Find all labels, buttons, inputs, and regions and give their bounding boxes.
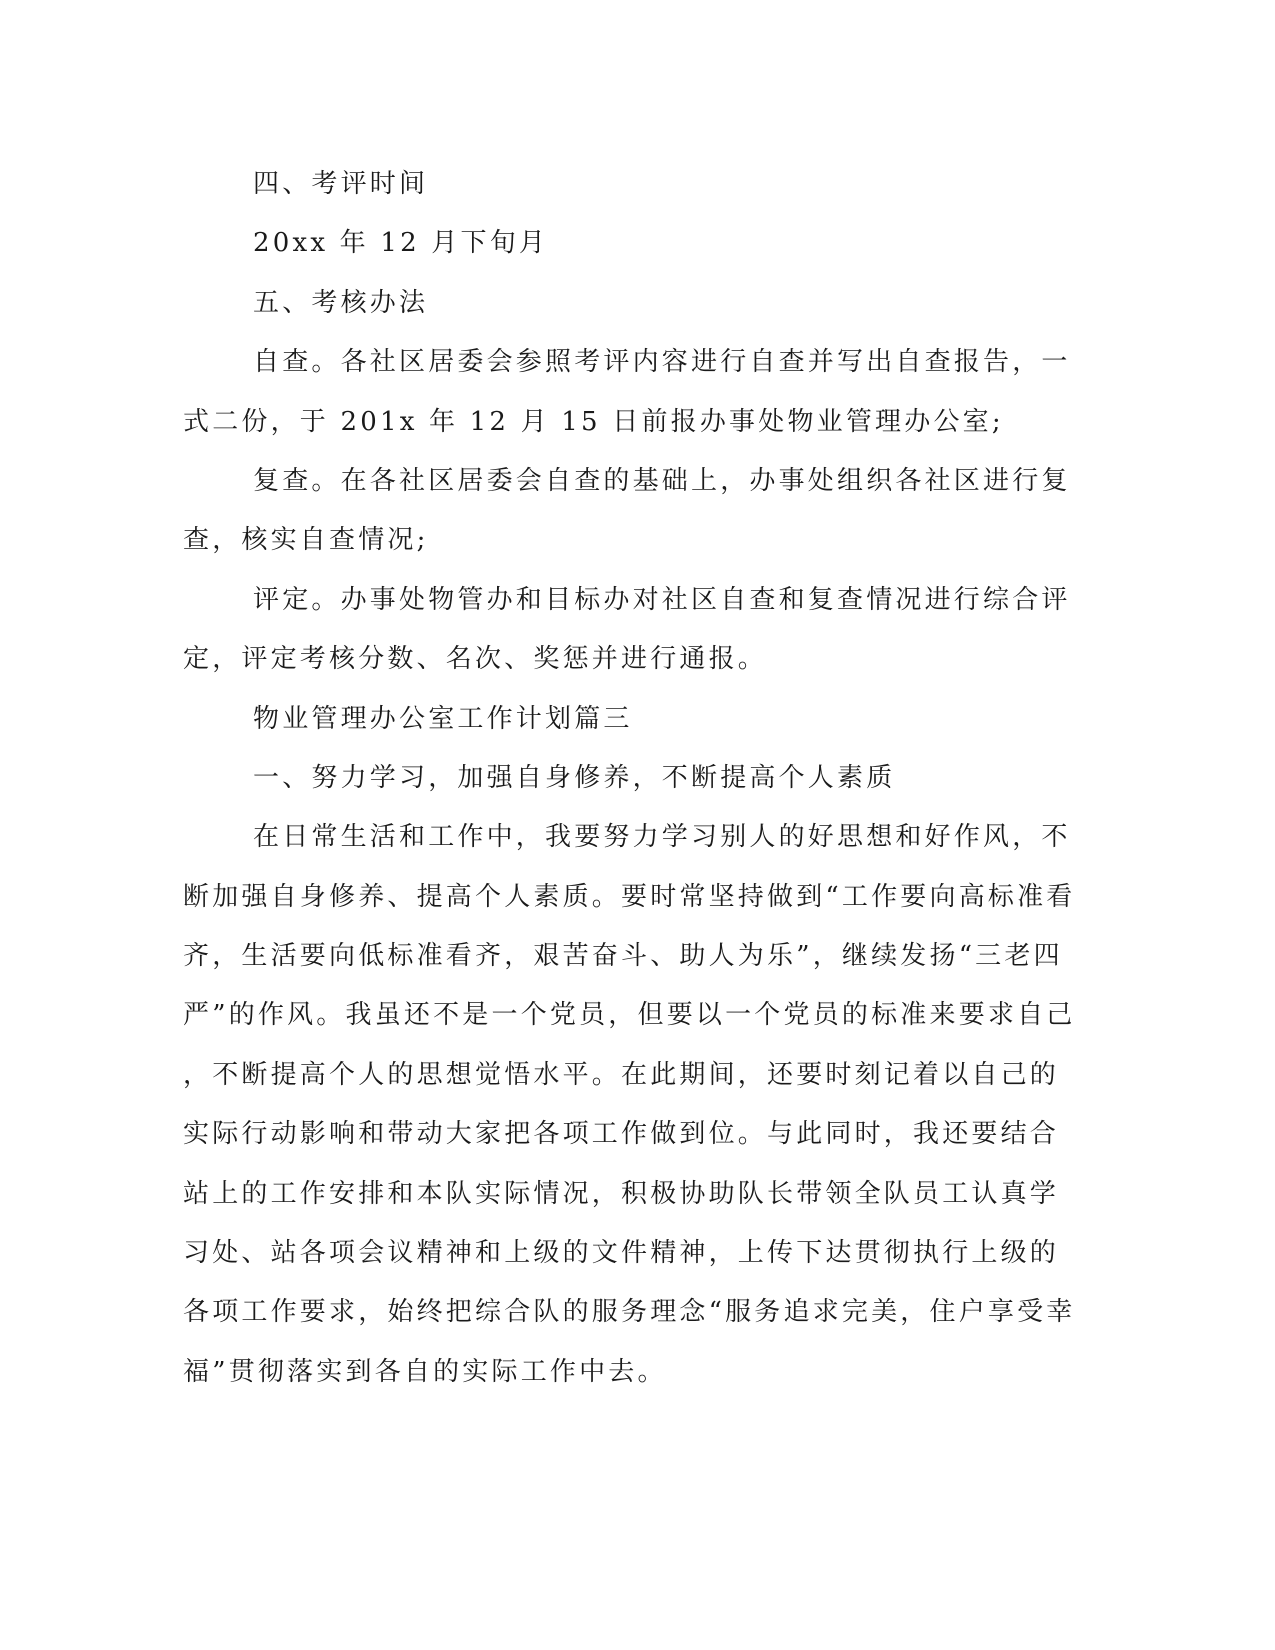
paragraph-line: 复查。在各社区居委会自查的基础上，办事处组织各社区进行复 [253,465,1071,496]
paragraph-line: 定，评定考核分数、名次、奖惩并进行通报。 [183,644,768,675]
paragraph-line: 断加强自身修养、提高个人素质。要时常坚持做到“工作要向高标准看 [183,881,1076,912]
paragraph-line: 齐，生活要向低标准看齐，艰苦奋斗、助人为乐”，继续发扬“三老四 [183,941,1063,972]
section-heading-study: 一、努力学习，加强自身修养，不断提高个人素质 [253,762,896,793]
paragraph-line: 在日常生活和工作中，我要努力学习别人的好思想和好作风，不 [253,822,1071,853]
paragraph-line: 评定。办事处物管办和目标办对社区自查和复查情况进行综合评 [253,584,1071,615]
paragraph-line: 严”的作风。我虽还不是一个党员，但要以一个党员的标准来要求自己 [183,1000,1076,1031]
paragraph-line: 福”贯彻落实到各自的实际工作中去。 [183,1356,667,1387]
paragraph-line: 站上的工作安排和本队实际情况，积极协助队长带领全队员工认真学 [183,1178,1060,1209]
paragraph-line: 自查。各社区居委会参照考评内容进行自查并写出自查报告，一 [253,347,1071,378]
paragraph-line: 习处、站各项会议精神和上级的文件精神，上传下达贯彻执行上级的 [183,1238,1060,1269]
paragraph-line: 实际行动影响和带动大家把各项工作做到位。与此同时，我还要结合 [183,1119,1060,1150]
evaluation-date: 20xx 年 12 月下旬月 [253,228,549,259]
document-body [183,155,1076,1402]
paragraph-line: 查，核实自查情况; [183,525,429,556]
chapter-title: 物业管理办公室工作计划篇三 [253,703,633,734]
section-heading-evaluation-time: 四、考评时间 [253,169,429,199]
paragraph-line: 式二份，于 201x 年 12 月 15 日前报办事处物业管理办公室; [183,406,1004,437]
paragraph-line: ，不断提高个人的思想觉悟水平。在此期间，还要时刻记着以自己的 [183,1059,1060,1090]
section-heading-assessment-method: 五、考核办法 [253,287,429,318]
paragraph-line: 各项工作要求，始终把综合队的服务理念“服务追求完美，住户享受幸 [183,1297,1076,1328]
